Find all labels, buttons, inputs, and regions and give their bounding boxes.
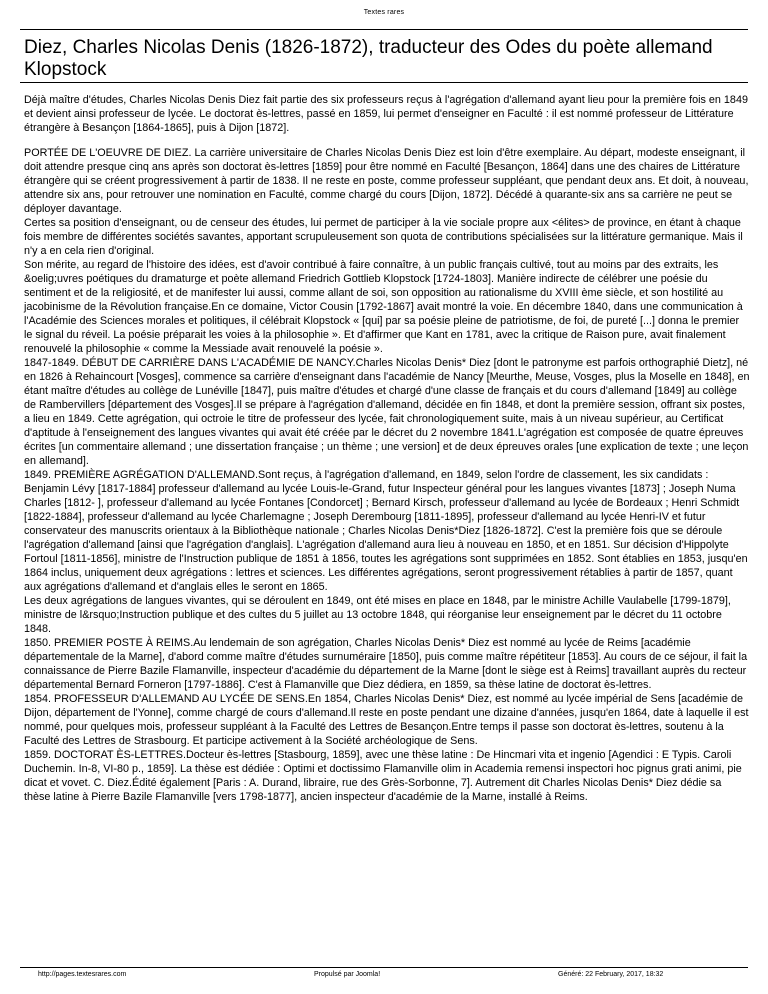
footer-powered-by: Propulsé par Joomla!	[314, 971, 381, 978]
body-paragraph: Certes sa position d'enseignant, ou de censeur des études, lui permet de participer à la vie sociale propre aux <élites> de province, en étant à chaque fois membre de différentes sociétés savantes, apportant scrupuleusement son quota de contributions spécialisées sur la littérature germanique. Mais il n'y a en cela rien d'original.	[24, 217, 743, 257]
body-paragraph: Les deux agrégations de langues vivantes, qui se déroulent en 1849, ont été mises en place en 1848, par le ministre Achille Vaulabelle [1799-1879], ministre de l&rsquo;Instruction publique et des cultes du 5 juillet au 13 octobre 1848, qui réorganise leur enseignement par le décret du 11 octobre 1848.	[24, 595, 731, 635]
intro-paragraph: Déjà maître d'études, Charles Nicolas Denis Diez fait partie des six professeurs reçus à l'agrégation d'allemand ayant lieu pour la première fois en 1849 et devient ainsi professeur de lycée. Le doctorat ès-lettres, passé en 1859, lui permet d'enseigner en Faculté : il est nommé professeur de Littérature étrangère à Besançon [1864-1865], puis à Dijon [1872].	[24, 94, 748, 134]
article-title: Diez, Charles Nicolas Denis (1826-1872), traducteur des Odes du poète allemand Klopstock	[24, 37, 713, 80]
site-header: Textes rares	[363, 9, 405, 16]
body-paragraph: 1850. PREMIER POSTE À REIMS.Au lendemain de son agrégation, Charles Nicolas Denis* Diez est nommé au lycée de Reims [académie départementale de la Marne], d'abord comme maître d'études surnuméraire [1850], puis comme maître répétiteur [1853]. Au cours de ce séjour, il fait la connaissance de Pierre Bazile Flamanville, inspecteur d'académie du département de la Marne [dont le siège est à Reims] travaillant auprès du recteur départemental Bernard Forneron [1797-1886]. C'est à Flamanville que Diez dédiera, en 1859, sa thèse latine de doctorat ès-lettres.	[24, 637, 748, 691]
title-divider	[20, 82, 748, 83]
article-body	[24, 93, 750, 804]
paragraph-spacer	[24, 135, 750, 146]
body-paragraph: 1854. PROFESSEUR D'ALLEMAND AU LYCÉE DE SENS.En 1854, Charles Nicolas Denis* Diez, est nommé au lycée impérial de Sens [académie de Dijon, département de l'Yonne], comme chargé de cours d'allemand.Il reste en poste pendant une dizaine d'années, jusqu'en 1864, date à laquelle il est nommé, pour quelques mois, professeur suppléant à la Faculté des Lettres de Besançon.Entre temps il passe son doctorat ès-lettres, soutenu à la Faculté des Lettres de Strasbourg. Et participe activement à la Société archéologique de Sens.	[24, 693, 749, 747]
body-paragraph: 1849. PREMIÈRE AGRÉGATION D'ALLEMAND.Sont reçus, à l'agrégation d'allemand, en 1849, selon l'ordre de classement, les six candidats : Benjamin Lévy [1817-1884] professeur d'allemand au lycée Louis-le-Grand, futur Inspecteur général pour les langues vivantes [1873] ; Joseph Numa Charles [1812- ], professeur d'allemand au lycée Fontanes [Condorcet] ; Bernard Kirsch, professeur d'allemand au lycée de Bordeaux ; Henri Schmidt [1822-1884], professeur d'allemand au lycée Charlemagne ; Joseph Derembourg [1811-1895], professeur d'allemand au lycée Henri-IV et futur conservateur des manuscrits orientaux à la Bibliothèque nationale ; Charles Nicolas Denis*Diez [1826-1872]. C'est la première fois que se déroule l'agrégation d'allemand [ainsi que l'agrégation d'anglais]. L'agrégation d'allemand aura lieu à nouveau en 1850, et en 1851. Sur décision d'Hippolyte Fortoul [1811-1856], ministre de l'Instruction publique de 1851 à 1856, toutes les agrégations sont supprimées en 1852. Sont établies en 1853, jusqu'en 1864 inclus, uniquement deux agrégations : lettres et sciences. Les différentes agrégations, seront progressivement rétablies à partir de 1857, quant aux agrégations d'allemand et d'anglais elles le seront en 1865.	[24, 469, 748, 593]
body-paragraph: 1847-1849. DÉBUT DE CARRIÈRE DANS L'ACADÉMIE DE NANCY.Charles Nicolas Denis* Diez [dont le patronyme est parfois orthographié Dietz], né en 1826 à Rehaincourt [Vosges], commence sa carrière d'enseignant dans l'académie de Nancy [Meurthe, Meuse, Vosges, plus la Moselle en 1848], en étant maître d'études au collège de Lunéville [1847], puis maître d'études et chargé d'une classe de français et du cours d'allemand [1849] au collège de Rambervillers [département des Vosges].Il se prépare à l'agrégation d'allemand, décidée en fin 1848, et dont la première session, offrant six postes, a lieu en 1849. Cette agrégation, qui octroie le titre de professeur des lycée, fait chronologiquement suite, mais à un niveau supérieur, au Certificat d'aptitude à l'enseignement des langues vivantes qui avait été créée par le décret du 2 novembre 1841.L'agrégation est composée de quatre épreuves écrites [un commentaire allemand ; une dissertation française ; un thème ; une version] et de deux épreuves orales [une explication de texte ; une leçon en allemand].	[24, 357, 750, 467]
body-paragraph: PORTÉE DE L'OEUVRE DE DIEZ. La carrière universitaire de Charles Nicolas Denis Diez est loin d'être exemplaire. Au départ, modeste enseignant, il doit attendre presque cinq ans après son doctorat ès-lettres [1859] pour être nommé en Faculté [Besançon, 1864] dans une des chaires de Littérature étrangère qui se créent progressivement à partir de 1838. Il ne reste en poste, comme professeur suppléant, que pendant deux ans. Et doit, à nouveau, attendre six ans, pour retrouver une nomination en Faculté, comme chargé du cours [Dijon, 1872]. Décédé à quarante-six ans sa carrière ne peut se déployer davantage.	[24, 147, 749, 215]
footer-divider	[20, 967, 748, 968]
footer-generated-date: Généré: 22 February, 2017, 18:32	[558, 971, 664, 978]
body-paragraph: 1859. DOCTORAT ÈS-LETTRES.Docteur ès-lettres [Stasbourg, 1859], avec une thèse latine : De Hincmari vita et ingenio [Agendici : E Typis. Caroli Duchemin. In-8, VI-80 p., 1859]. La thèse est dédiée : Optimi et doctissimo Flamanville olim in Academia remensi inspectori hoc pignus grati animi, pie dicat et vovet. C. Diez.Édité également [Paris : A. Durand, libraire, rue des Grès-Sorbonne, 7]. Autrement dit Charles Nicolas Denis* Diez dédie sa thèse latine à Pierre Bazile Flamanville [vers 1798-1877], ancien inspecteur d'académie de la Marne, installé à Reims.	[24, 749, 742, 803]
footer-url-link[interactable]: http://pages.textesrares.com	[38, 971, 127, 978]
body-paragraph: Son mérite, au regard de l'histoire des idées, est d'avoir contribué à faire connaître, à un public français cultivé, tout au moins par des extraits, les &oelig;uvres poétiques du dramaturge et poète allemand Friedrich Gottlieb Klopstock [1724-1803]. Manière indirecte de célébrer une poésie du sentiment et de la religiosité, et de manifester lui aussi, comme allant de soi, son opposition au rationalisme du XVIII ème siècle, et son hostilité au jacobinisme de la Révolution française.En ce domaine, Victor Cousin [1792-1867] avait montré la voie. En décembre 1840, dans une communication à l'Académie des Sciences morales et politiques, il célébrait Klopstock « [qui] par sa poésie pleine de patriotisme, de foi, de pureté [...] donna le premier le signal du réveil. La poésie préparait les voies à la philosophie ». Et d'affirmer que Kant en 1781, avec la critique de Raison pure, avait finalement renouvelé la philosophie « comme la Messiade avait renouvelé la poésie ».	[24, 259, 743, 355]
header-divider	[20, 29, 748, 30]
